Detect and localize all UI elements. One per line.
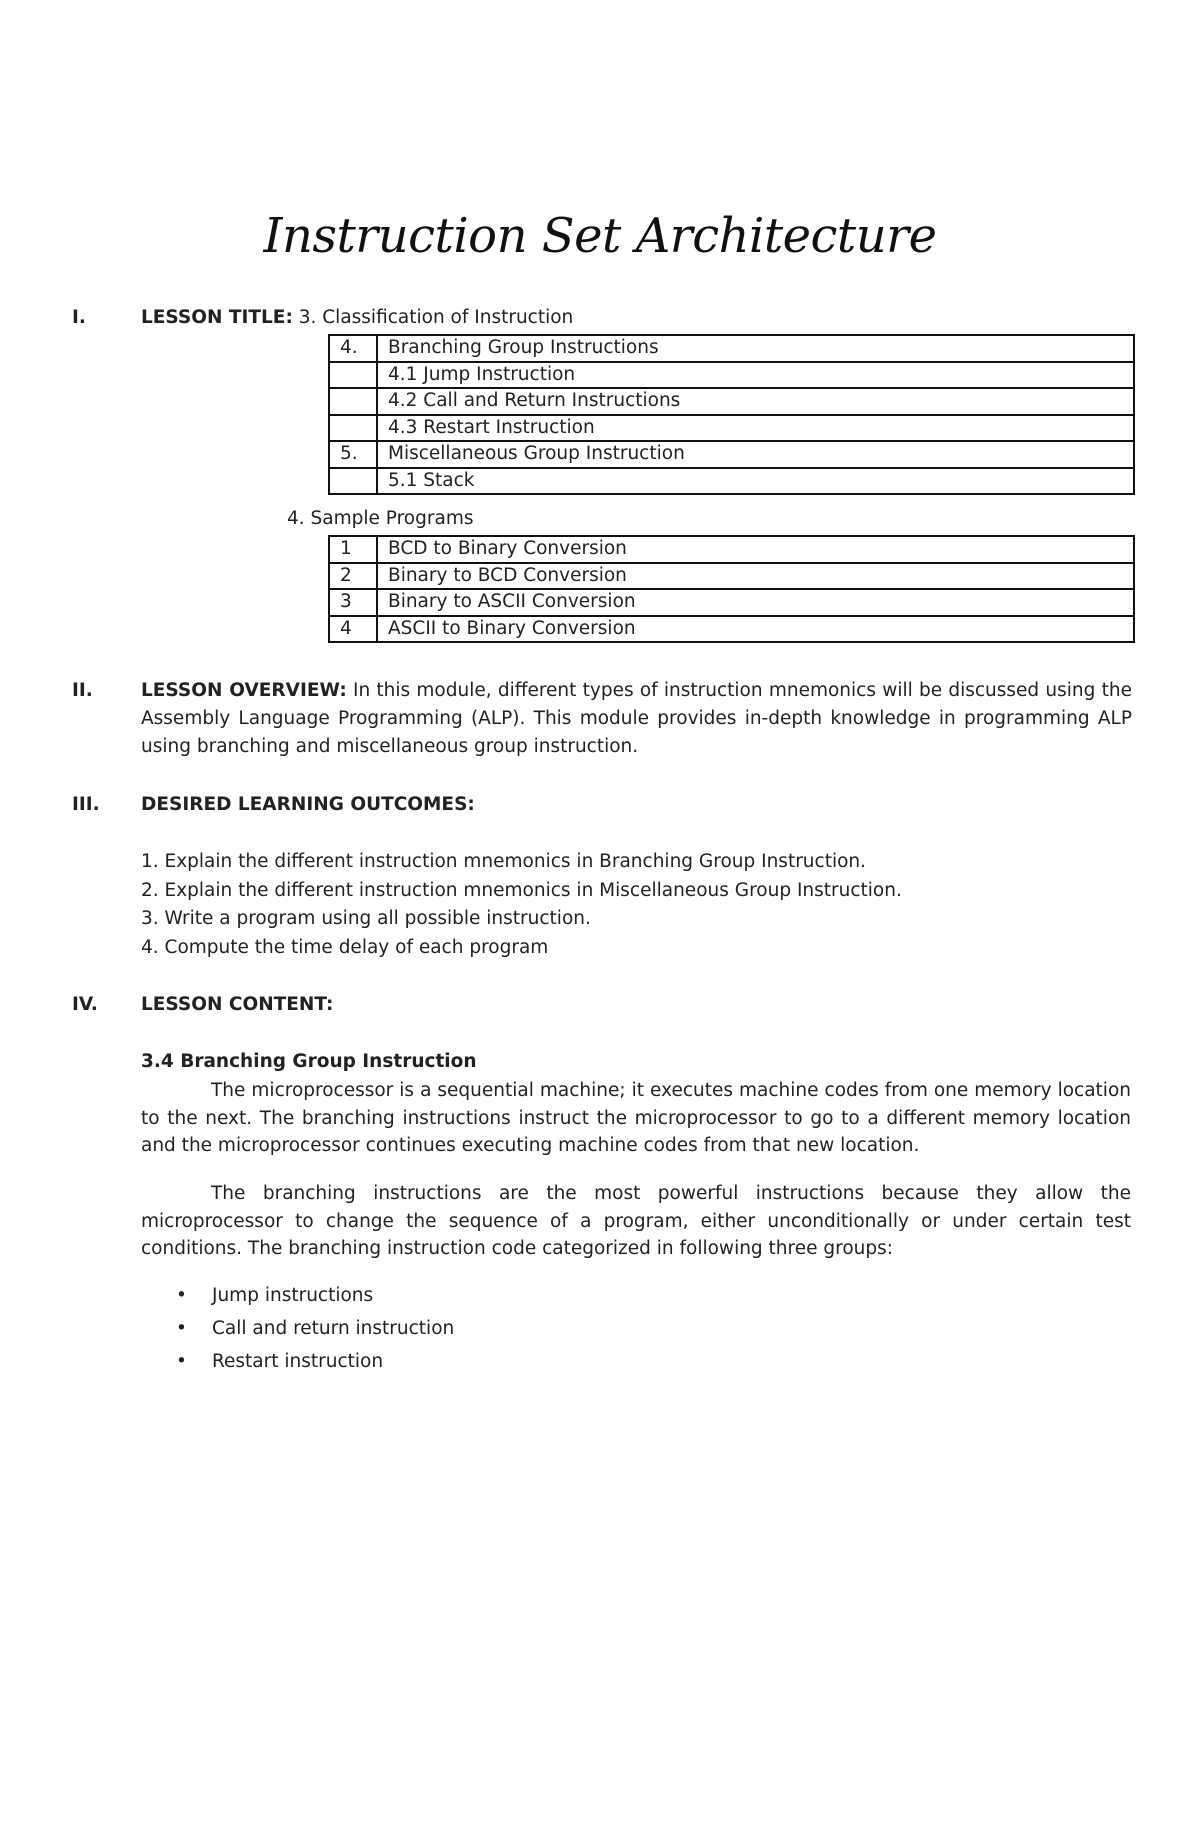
section-label: LESSON TITLE: bbox=[141, 307, 293, 328]
section-number: II. bbox=[72, 680, 93, 701]
paragraph: The microprocessor is a sequential machine; it executes machine codes from one memory location to the next. The branching instructions instruct the microprocessor to go to a different memory location and the microprocessor continues executing machine codes from that new location. bbox=[141, 1080, 1131, 1156]
section-number: IV. bbox=[72, 994, 98, 1015]
bullet-icon: • bbox=[176, 1285, 187, 1306]
table-cell-num bbox=[329, 468, 377, 495]
table-cell-text: Binary to BCD Conversion bbox=[377, 563, 1134, 590]
table-row bbox=[329, 362, 1134, 389]
lesson-overview-section bbox=[72, 677, 1132, 761]
lesson-title-section bbox=[72, 304, 1132, 332]
table-cell-text: Binary to ASCII Conversion bbox=[377, 589, 1134, 616]
list-item-text: Jump instructions bbox=[212, 1285, 374, 1306]
list-item-text: Call and return instruction bbox=[212, 1318, 455, 1339]
list-item bbox=[141, 1345, 454, 1378]
table-cell-text: 4.3 Restart Instruction bbox=[377, 415, 1134, 442]
outcome-item: 4. Compute the time delay of each program bbox=[141, 937, 549, 958]
sample-programs-table bbox=[328, 535, 1135, 643]
table-row bbox=[329, 441, 1134, 468]
table-cell-num: 4 bbox=[329, 616, 377, 643]
outcomes-section bbox=[72, 791, 1132, 819]
table-cell-num: 4. bbox=[329, 335, 377, 362]
table-cell-num bbox=[329, 415, 377, 442]
lesson-title-text: 3. Classification of Instruction bbox=[298, 307, 574, 328]
table-cell-num bbox=[329, 362, 377, 389]
table-row bbox=[329, 335, 1134, 362]
list-item bbox=[141, 1312, 454, 1345]
outcome-item: 3. Write a program using all possible instruction. bbox=[141, 908, 591, 929]
table-cell-num: 2 bbox=[329, 563, 377, 590]
table-row bbox=[329, 388, 1134, 415]
table-row bbox=[329, 415, 1134, 442]
table-cell-num: 1 bbox=[329, 536, 377, 563]
section-label: DESIRED LEARNING OUTCOMES: bbox=[141, 794, 475, 815]
table-cell-text: 4.2 Call and Return Instructions bbox=[377, 388, 1134, 415]
table-cell-text: 5.1 Stack bbox=[377, 468, 1134, 495]
document-title: Instruction Set Architecture bbox=[263, 208, 937, 264]
overview-text: In this module, different types of instruction mnemonics will be discussed using the Assembly Language Programming (ALP). This module provides in-depth knowledge in programming ALP using branching and miscellaneous group instruction. bbox=[141, 680, 1132, 757]
outcome-item: 1. Explain the different instruction mnemonics in Branching Group Instruction. bbox=[141, 851, 867, 872]
topics-table bbox=[328, 334, 1135, 495]
table-cell-text: 4.1 Jump Instruction bbox=[377, 362, 1134, 389]
table-cell-text: Branching Group Instructions bbox=[377, 335, 1134, 362]
table-row bbox=[329, 589, 1134, 616]
table-cell-text: Miscellaneous Group Instruction bbox=[377, 441, 1134, 468]
list-item-text: Restart instruction bbox=[212, 1351, 384, 1372]
section-number: I. bbox=[72, 307, 86, 328]
subheading: 3.4 Branching Group Instruction bbox=[141, 1051, 477, 1072]
bullet-list bbox=[141, 1279, 454, 1378]
section-label: LESSON OVERVIEW: bbox=[141, 680, 347, 701]
list-item bbox=[141, 1279, 454, 1312]
outcome-item: 2. Explain the different instruction mnemonics in Miscellaneous Group Instruction. bbox=[141, 880, 902, 901]
section-label: LESSON CONTENT: bbox=[141, 994, 334, 1015]
table-cell-num: 5. bbox=[329, 441, 377, 468]
table-row bbox=[329, 536, 1134, 563]
lesson-content-section bbox=[72, 991, 1132, 1019]
table-row bbox=[329, 468, 1134, 495]
table-row bbox=[329, 563, 1134, 590]
table-cell-text: ASCII to Binary Conversion bbox=[377, 616, 1134, 643]
bullet-icon: • bbox=[176, 1318, 187, 1339]
table-cell-num: 3 bbox=[329, 589, 377, 616]
bullet-icon: • bbox=[176, 1351, 187, 1372]
section-number: III. bbox=[72, 794, 100, 815]
paragraph: The branching instructions are the most powerful instructions because they allow the microprocessor to change the sequence of a program, either unconditionally or under certain test conditions. The branching instruction code categorized in following three groups: bbox=[141, 1183, 1131, 1259]
table-cell-text: BCD to Binary Conversion bbox=[377, 536, 1134, 563]
sample-programs-label: 4. Sample Programs bbox=[287, 508, 474, 529]
table-cell-num bbox=[329, 388, 377, 415]
table-row bbox=[329, 616, 1134, 643]
